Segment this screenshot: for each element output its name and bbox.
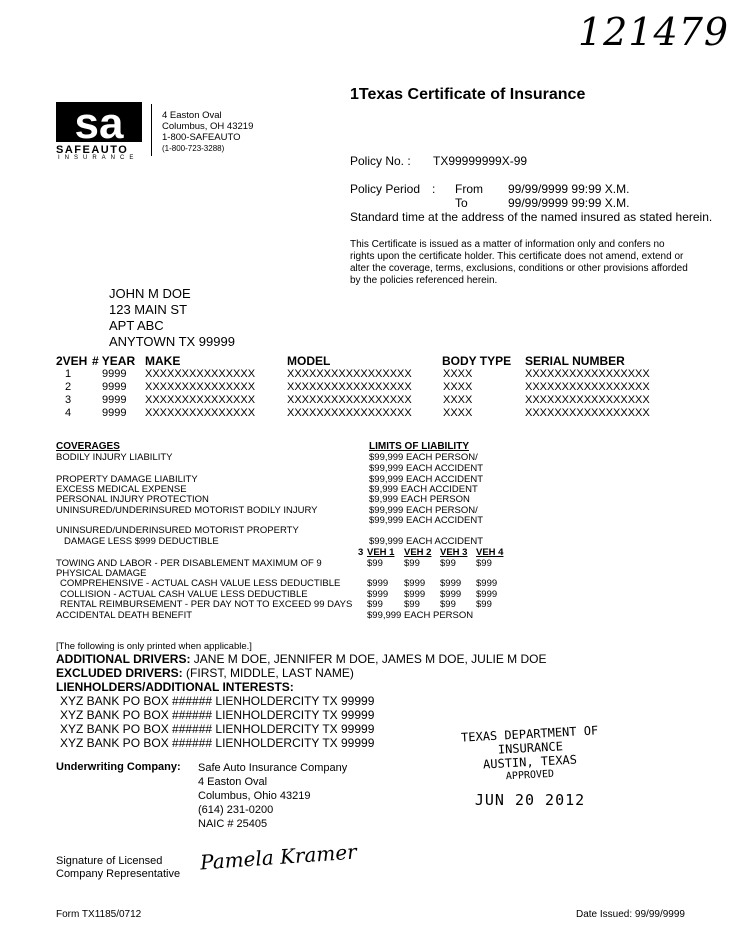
printed-note: [The following is only printed when applicable.]	[56, 641, 252, 652]
coverage-label: BODILY INJURY LIABILITY	[56, 452, 173, 463]
form-number: Form TX1185/0712	[56, 909, 142, 920]
vehicle-num: 2	[65, 381, 72, 393]
coverage-limit: $99,999 EACH ACCIDENT	[369, 474, 484, 485]
stamp-line: APPROVED	[505, 768, 555, 783]
vehicle-header-body-type: BODY TYPE	[442, 354, 512, 368]
signature-image: Pamela Kramer	[199, 839, 358, 875]
vehicle-make: XXXXXXXXXXXXXXX	[145, 368, 256, 380]
coverage-limit: $9,999 EACH ACCIDENT	[369, 484, 478, 495]
vehicle-header-make: MAKE	[145, 354, 181, 368]
additional-drivers	[56, 652, 547, 666]
vehicle-serial: XXXXXXXXXXXXXXXXX	[525, 368, 650, 380]
date-issued: Date Issued: 99/99/9999	[576, 909, 685, 920]
vehicle-serial: XXXXXXXXXXXXXXXXX	[525, 394, 650, 406]
policy-number-label: Policy No. :	[350, 154, 411, 168]
vehicle-header-model: MODEL	[287, 354, 331, 368]
underwriting-line: (614) 231-0200	[198, 804, 274, 816]
vehicle-year: 9999	[102, 368, 127, 380]
insured-line: APT ABC	[109, 318, 164, 333]
notice-line: This Certificate is issued as a matter of information only and confers no	[350, 239, 665, 250]
vehicle-make: XXXXXXXXXXXXXXX	[145, 407, 256, 419]
company-address-line: 1-800-SAFEAUTO	[162, 132, 241, 143]
vehicle-make: XXXXXXXXXXXXXXX	[145, 381, 256, 393]
physical-value: $999	[476, 589, 498, 600]
vehicle-year: 9999	[102, 381, 127, 393]
company-address-line: 4 Easton Oval	[162, 110, 222, 121]
vehicle-model: XXXXXXXXXXXXXXXXX	[287, 368, 412, 380]
coverage-limit: $99,999 EACH ACCIDENT	[369, 536, 484, 547]
signature-label	[56, 855, 180, 881]
underwriting-label: Underwriting Company:	[56, 761, 181, 773]
notice-line: by the policies referenced herein.	[350, 275, 498, 286]
lienholders-list	[60, 694, 374, 750]
logo-letters-icon	[56, 102, 142, 142]
coverage-label: EXCESS MEDICAL EXPENSE	[56, 484, 187, 495]
coverage-label: DAMAGE LESS $999 DEDUCTIBLE	[64, 536, 219, 547]
vehicle-model: XXXXXXXXXXXXXXXXX	[287, 381, 412, 393]
veh-header: VEH 1	[367, 547, 395, 558]
logo-sub: INSURANCE	[58, 155, 139, 161]
vehicle-serial: XXXXXXXXXXXXXXXXX	[525, 407, 650, 419]
towing-value: $99	[367, 558, 383, 569]
physical-label: COMPREHENSIVE - ACTUAL CASH VALUE LESS DEDUCTIBLE	[60, 578, 341, 589]
towing-value: $99	[404, 558, 420, 569]
death-benefit-label: ACCIDENTAL DEATH BENEFIT	[56, 610, 193, 621]
physical-value: $999	[367, 589, 389, 600]
vehicle-year: 9999	[102, 394, 127, 406]
physical-value: $99	[476, 599, 492, 610]
coverage-limit: $99,999 EACH PERSON/	[369, 505, 478, 516]
veh-prefix: 3	[358, 547, 364, 558]
standard-time-note: Standard time at the address of the named insured as stated herein.	[350, 210, 713, 224]
notice-line: alter the coverage, terms, exclusions, conditions or other provisions afforded	[350, 263, 688, 274]
physical-value: $99	[404, 599, 420, 610]
coverage-limit: $99,999 EACH ACCIDENT	[369, 515, 484, 526]
additional-drivers-value: JANE M DOE, JENNIFER M DOE, JAMES M DOE, JULIE M DOE	[193, 652, 547, 666]
policy-to-label: To	[455, 196, 468, 210]
physical-label: RENTAL REIMBURSEMENT - PER DAY NOT TO EXCEED 99 DAYS	[60, 599, 353, 610]
vehicle-make: XXXXXXXXXXXXXXX	[145, 394, 256, 406]
death-benefit-value: $99,999 EACH PERSON	[367, 610, 474, 621]
policy-from-label: From	[455, 182, 483, 196]
coverage-limit: $99,999 EACH ACCIDENT	[369, 463, 484, 474]
veh-header: VEH 3	[440, 547, 468, 558]
vehicle-body: XXXX	[443, 394, 473, 406]
vehicle-body: XXXX	[443, 381, 473, 393]
underwriting-line: Safe Auto Insurance Company	[198, 762, 348, 774]
coverage-label: UNINSURED/UNDERINSURED MOTORIST BODILY INJURY	[56, 505, 318, 516]
vehicle-model: XXXXXXXXXXXXXXXXX	[287, 407, 412, 419]
towing-label: TOWING AND LABOR - PER DISABLEMENT MAXIMUM OF 9	[56, 558, 322, 569]
physical-damage-label: PHYSICAL DAMAGE	[56, 568, 147, 579]
vehicle-year: 9999	[102, 407, 127, 419]
excluded-drivers-label: EXCLUDED DRIVERS:	[56, 666, 183, 680]
vehicle-body: XXXX	[443, 407, 473, 419]
signature-label-line: Signature of Licensed	[56, 855, 163, 867]
coverage-limit: $99,999 EACH PERSON/	[369, 452, 478, 463]
vehicle-serial: XXXXXXXXXXXXXXXXX	[525, 381, 650, 393]
excluded-drivers	[56, 666, 354, 680]
insured-line: JOHN M DOE	[109, 286, 191, 301]
vehicle-header-veh: 2VEH	[56, 354, 88, 368]
vehicle-model: XXXXXXXXXXXXXXXXX	[287, 394, 412, 406]
physical-value: $999	[404, 578, 426, 589]
logo-name: SAFEAUTO	[56, 144, 129, 156]
coverage-label: PROPERTY DAMAGE LIABILITY	[56, 474, 198, 485]
certificate-notice	[350, 239, 688, 287]
coverage-limit: $9,999 EACH PERSON	[369, 494, 470, 505]
stamp-line: AUSTIN, TEXAS	[482, 752, 578, 772]
coverages-heading: COVERAGES	[56, 441, 120, 452]
underwriting-line: 4 Easton Oval	[198, 776, 268, 788]
lienholders-label: LIENHOLDERS/ADDITIONAL INTERESTS:	[56, 680, 294, 694]
vehicle-num: 4	[65, 407, 72, 419]
lienholder-line: XYZ BANK PO BOX ###### LIENHOLDERCITY TX 99999	[60, 722, 375, 736]
physical-value: $99	[440, 599, 456, 610]
lienholder-line: XYZ BANK PO BOX ###### LIENHOLDERCITY TX 99999	[60, 708, 375, 722]
veh-header: VEH 2	[404, 547, 432, 558]
underwriting-details	[198, 761, 347, 831]
policy-to-value: 99/99/9999 99:99 X.M.	[508, 196, 630, 210]
additional-drivers-label: ADDITIONAL DRIVERS:	[56, 652, 191, 666]
vehicle-num: 3	[65, 394, 72, 406]
physical-value: $999	[476, 578, 498, 589]
physical-value: $999	[404, 589, 426, 600]
policy-from-value: 99/99/9999 99:99 X.M.	[508, 182, 630, 196]
policy-period-label: Policy Period	[350, 182, 421, 196]
physical-value: $999	[367, 578, 389, 589]
logo-letters: sa	[74, 102, 124, 142]
company-address-line: (1-800-723-3288)	[162, 144, 225, 153]
physical-value: $99	[367, 599, 383, 610]
signature-label-line: Company Representative	[56, 868, 181, 880]
policy-period-colon: :	[432, 182, 436, 196]
coverage-label: PERSONAL INJURY PROTECTION	[56, 494, 209, 505]
underwriting-line: NAIC # 25405	[198, 818, 268, 830]
company-address	[162, 110, 253, 154]
vehicle-body: XXXX	[443, 368, 473, 380]
stamp-line: TEXAS DEPARTMENT OF INSURANCE	[460, 723, 599, 757]
vehicle-num: 1	[65, 368, 72, 380]
approval-stamp	[430, 723, 630, 809]
veh-header: VEH 4	[476, 547, 504, 558]
handwritten-number: 121479	[578, 10, 730, 54]
underwriting-line: Columbus, Ohio 43219	[198, 790, 311, 802]
safeauto-logo	[56, 102, 142, 142]
towing-value: $99	[440, 558, 456, 569]
certificate-title: 1Texas Certificate of Insurance	[350, 86, 586, 103]
coverage-label: UNINSURED/UNDERINSURED MOTORIST PROPERTY	[56, 525, 299, 536]
lienholder-line: XYZ BANK PO BOX ###### LIENHOLDERCITY TX 99999	[60, 694, 375, 708]
company-address-line: Columbus, OH 43219	[162, 121, 254, 132]
lienholder-line: XYZ BANK PO BOX ###### LIENHOLDERCITY TX 99999	[60, 736, 375, 750]
towing-value: $99	[476, 558, 492, 569]
insured-line: ANYTOWN TX 99999	[109, 334, 235, 349]
physical-value: $999	[440, 578, 462, 589]
insured-address	[109, 286, 235, 350]
notice-line: rights upon the certificate holder. This certificate does not amend, extend or	[350, 251, 684, 262]
vehicle-header-serial: SERIAL NUMBER	[525, 354, 625, 368]
logo-divider	[151, 104, 152, 156]
excluded-drivers-value: (FIRST, MIDDLE, LAST NAME)	[186, 666, 354, 680]
physical-value: $999	[440, 589, 462, 600]
policy-number: TX99999999X-99	[433, 154, 528, 168]
stamp-date: JUN 20 2012	[474, 791, 586, 809]
vehicle-header-year: # YEAR	[92, 354, 136, 368]
limits-heading: LIMITS OF LIABILITY	[369, 441, 469, 452]
insured-line: 123 MAIN ST	[109, 302, 188, 317]
physical-label: COLLISION - ACTUAL CASH VALUE LESS DEDUCTIBLE	[60, 589, 308, 600]
